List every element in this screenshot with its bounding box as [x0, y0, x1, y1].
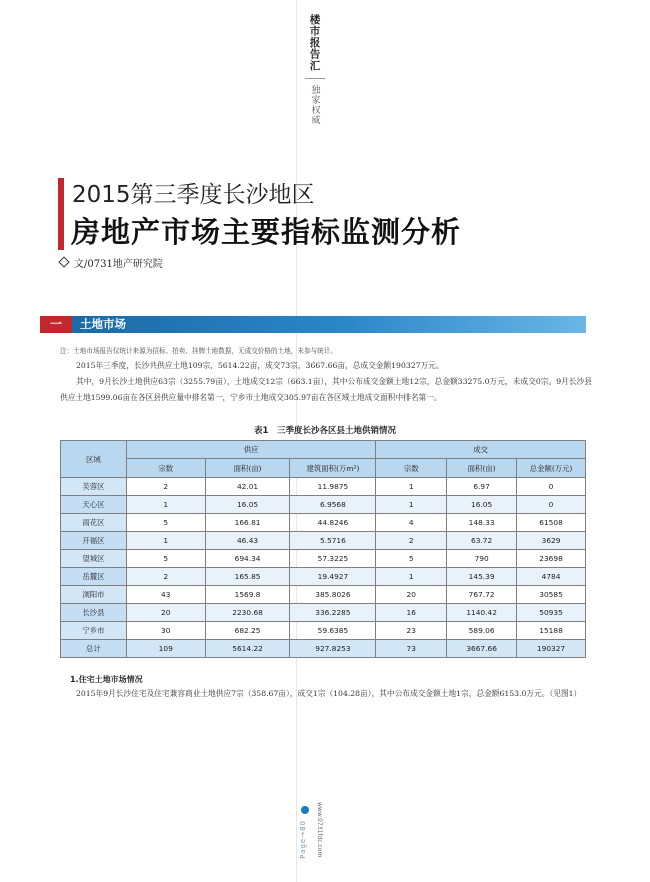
- table-row: [61, 478, 586, 496]
- column-header: 建筑面积(万m²): [290, 459, 376, 478]
- byline: [60, 255, 163, 270]
- table-cell: 11.9875: [290, 478, 376, 496]
- column-header: 宗数: [376, 459, 447, 478]
- table-row: [61, 622, 586, 640]
- column-separator: [305, 78, 325, 79]
- table-cell: 148.33: [447, 514, 517, 532]
- table-cell: 5: [376, 550, 447, 568]
- table-cell: 5614.22: [205, 640, 290, 658]
- table-cell: 1140.42: [447, 604, 517, 622]
- table-cell: 1: [376, 496, 447, 514]
- table-cell: 23: [376, 622, 447, 640]
- table-row: [61, 550, 586, 568]
- column-subtitle: 独家权威: [309, 84, 320, 125]
- paragraph-summary: 2015年三季度，长沙共供应土地109宗，5614.22亩，成交73宗，3667.66亩，总成交金额190327万元。: [76, 361, 444, 370]
- table-cell: 767.72: [447, 586, 517, 604]
- table-cell: 694.34: [205, 550, 290, 568]
- column-header: 面积(亩): [447, 459, 517, 478]
- table-cell: 2: [126, 568, 205, 586]
- table-cell: 109: [126, 640, 205, 658]
- region-cell: 浏阳市: [61, 586, 127, 604]
- table-cell: 4784: [517, 568, 586, 586]
- table-cell: 1569.8: [205, 586, 290, 604]
- table-body: [61, 478, 586, 658]
- table-cell: 145.39: [447, 568, 517, 586]
- table-cell: 1: [126, 496, 205, 514]
- table-cell: 927.8253: [290, 640, 376, 658]
- column-title: 楼市报告汇: [308, 14, 321, 72]
- table-cell: 1: [376, 568, 447, 586]
- column-header: 面积(亩): [205, 459, 290, 478]
- table-cell: 3667.66: [447, 640, 517, 658]
- table-cell: 790: [447, 550, 517, 568]
- article-title-line1: 2015第三季度长沙地区: [72, 182, 315, 208]
- table-cell: 0: [517, 496, 586, 514]
- data-note: 注：土地市场报告仅统计来源为招标、拍卖、挂牌土地数据，无成交价格的土地，未参与统计。: [60, 347, 337, 355]
- table-row: [61, 586, 586, 604]
- table-row: [61, 532, 586, 550]
- table-cell: 19.4927: [290, 568, 376, 586]
- title-accent-bar: [58, 178, 64, 250]
- table-cell: 385.8026: [290, 586, 376, 604]
- table-cell: 16.05: [205, 496, 290, 514]
- table-row: [61, 496, 586, 514]
- byline-text: 文/0731地产研究院: [74, 259, 163, 270]
- table-row: [61, 604, 586, 622]
- table-row: [61, 568, 586, 586]
- column-sidebar: [304, 14, 326, 125]
- paragraph-residential: 2015年9月长沙住宅及住宅兼容商业土地供应7宗（358.67亩），成交1宗（104.28亩），其中公布成交金额土地1宗，总金额6153.0万元。（见图1）: [76, 689, 582, 698]
- table-cell: 23698: [517, 550, 586, 568]
- region-cell: 长沙县: [61, 604, 127, 622]
- table-cell: 682.25: [205, 622, 290, 640]
- section-banner: [40, 316, 586, 333]
- column-header: 宗数: [126, 459, 205, 478]
- table-cell: 15188: [517, 622, 586, 640]
- table-cell: 42.01: [205, 478, 290, 496]
- region-cell: 雨花区: [61, 514, 127, 532]
- region-cell: 岳麓区: [61, 568, 127, 586]
- table-cell: 1: [376, 478, 447, 496]
- table-cell: 166.81: [205, 514, 290, 532]
- section-title: 土地市场: [80, 317, 126, 331]
- table-cell: 5.5716: [290, 532, 376, 550]
- table-caption: 表1 三季度长沙各区县土地供销情况: [254, 426, 396, 436]
- table-cell: 589.06: [447, 622, 517, 640]
- table-cell: 165.85: [205, 568, 290, 586]
- article-title-line2: 房地产市场主要指标监测分析: [71, 215, 462, 249]
- region-cell: 望城区: [61, 550, 127, 568]
- table-cell: 44.8246: [290, 514, 376, 532]
- website-url: www.0731fdc.com: [316, 802, 323, 858]
- table-cell: 190327: [517, 640, 586, 658]
- region-cell: 芙蓉区: [61, 478, 127, 496]
- table-cell: 20: [126, 604, 205, 622]
- supply-header: 供应: [126, 441, 376, 459]
- table-cell: 46.43: [205, 532, 290, 550]
- table-cell: 5: [126, 550, 205, 568]
- section-number: 一: [40, 316, 72, 333]
- table-cell: 50935: [517, 604, 586, 622]
- table-cell: 6.97: [447, 478, 517, 496]
- table-cell: 6.9568: [290, 496, 376, 514]
- page-footer: [301, 800, 341, 860]
- table-cell: 30: [126, 622, 205, 640]
- table-cell: 73: [376, 640, 447, 658]
- page-dot-icon: [301, 806, 309, 814]
- diamond-icon: [58, 256, 69, 267]
- page-number: Page→80: [299, 820, 307, 859]
- table-cell: 336.2285: [290, 604, 376, 622]
- table-cell: 1: [126, 532, 205, 550]
- table-cell: 20: [376, 586, 447, 604]
- table-cell: 61508: [517, 514, 586, 532]
- table-cell: 59.6385: [290, 622, 376, 640]
- table-cell: 16: [376, 604, 447, 622]
- table-cell: 2230.68: [205, 604, 290, 622]
- table-cell: 4: [376, 514, 447, 532]
- region-cell: 开福区: [61, 532, 127, 550]
- table-cell: 2: [126, 478, 205, 496]
- column-header: 总金额(万元): [517, 459, 586, 478]
- table-cell: 3629: [517, 532, 586, 550]
- land-supply-table: [60, 440, 586, 658]
- table-cell: 43: [126, 586, 205, 604]
- region-header: 区域: [61, 441, 127, 478]
- region-cell: 天心区: [61, 496, 127, 514]
- table-cell: 5: [126, 514, 205, 532]
- subsection-heading: 1.住宅土地市场情况: [70, 675, 143, 684]
- paragraph-september: 其中，9月长沙土地供应63宗（3255.79亩），土地成交12宗（663.1亩），其中公布成交金额土地12宗，总金额33275.0万元，未成交0宗。9月长沙县供应土地1599.06亩在各区县供应量中排名第一，宁乡市土地成交305.97亩在各区域土地成交面积中排名第一。: [60, 377, 592, 402]
- table-cell: 2: [376, 532, 447, 550]
- table-cell: 57.3225: [290, 550, 376, 568]
- table-row: [61, 640, 586, 658]
- table-cell: 63.72: [447, 532, 517, 550]
- table-cell: 30585: [517, 586, 586, 604]
- table-row: [61, 514, 586, 532]
- table-cell: 0: [517, 478, 586, 496]
- region-cell: 总计: [61, 640, 127, 658]
- region-cell: 宁乡市: [61, 622, 127, 640]
- table-cell: 16.05: [447, 496, 517, 514]
- deal-header: 成交: [376, 441, 586, 459]
